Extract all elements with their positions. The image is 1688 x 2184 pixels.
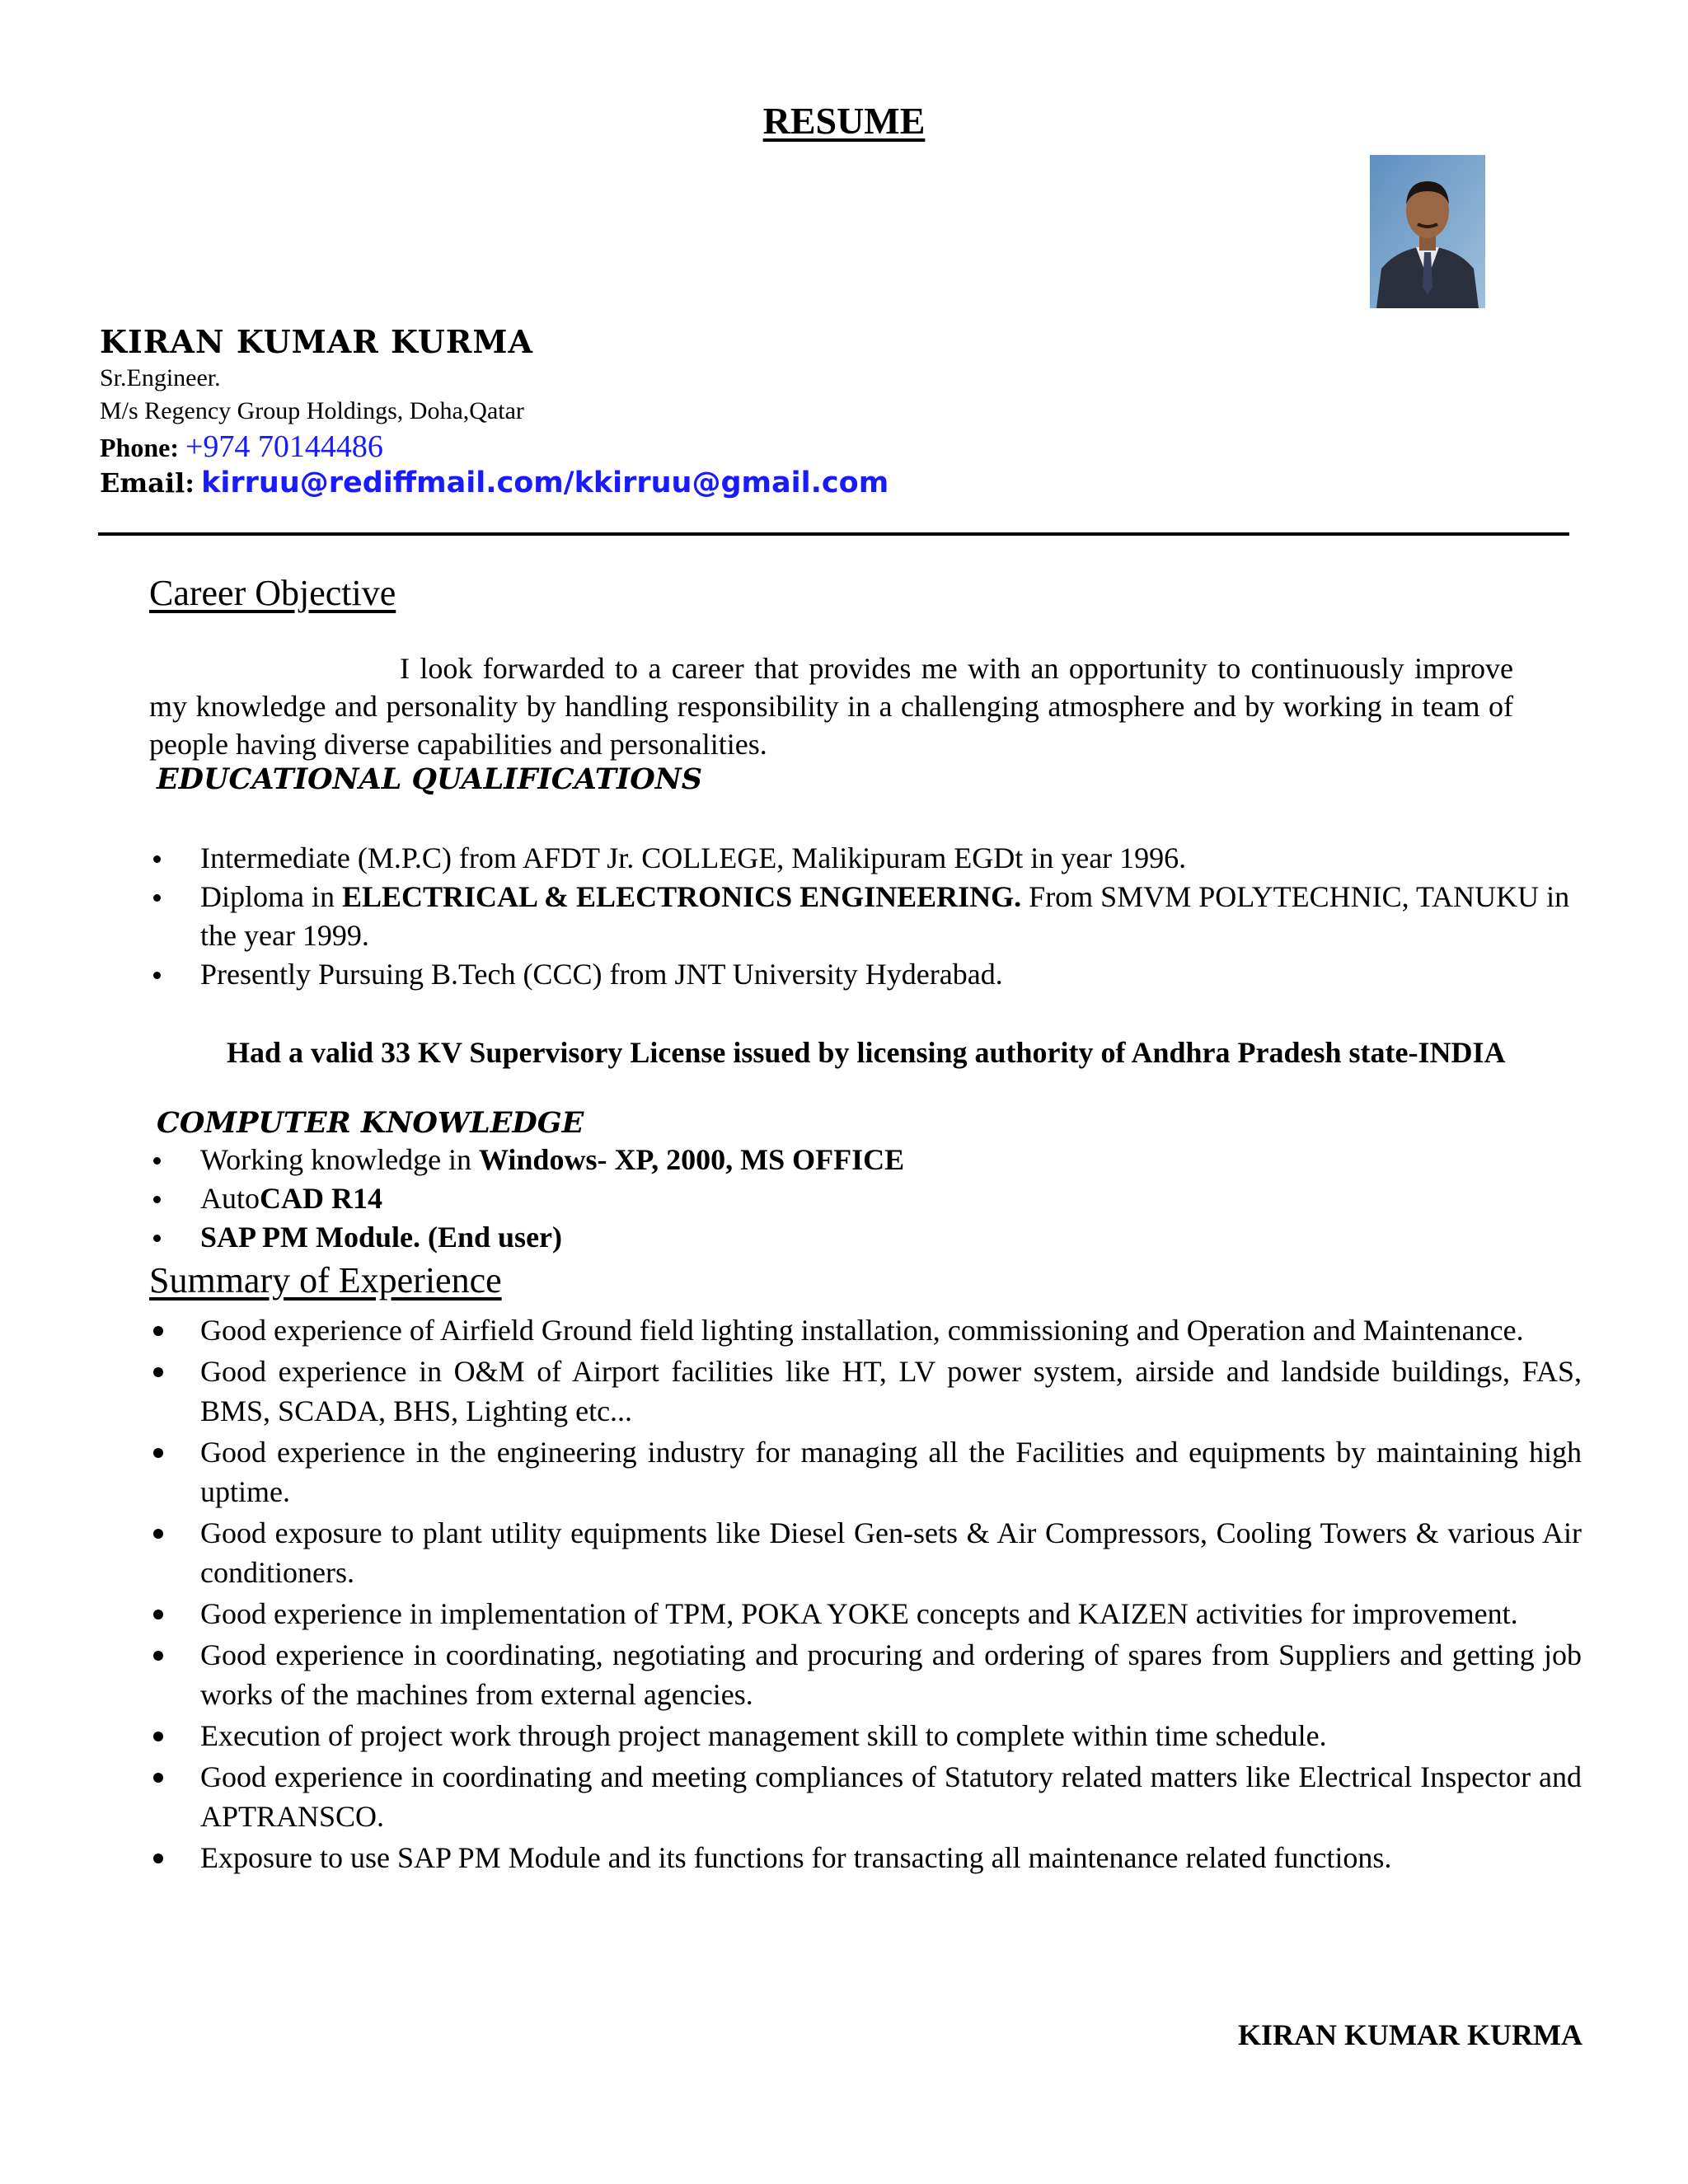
list-item [149, 839, 1571, 878]
list-item [149, 955, 1571, 994]
email-address[interactable]: kirruu@rediffmail.com/kkirruu@gmail.com [201, 466, 889, 499]
education-item-bold: ELECTRICAL & ELECTRONICS ENGINEERING. [341, 880, 1022, 913]
computer-item-pre: Auto [200, 1182, 260, 1215]
document-title: RESUME [762, 100, 926, 142]
computer-knowledge-heading: COMPUTER KNOWLEDGE [157, 1106, 584, 1140]
candidate-name: KIRAN KUMAR KURMA [100, 323, 533, 360]
list-item: Good experience in coordinating and meeting compliances of Statutory related matters like Electrical Inspector and APTRANSCO. [149, 1757, 1582, 1836]
list-item: Good exposure to plant utility equipments like Diesel Gen-sets & Air Compressors, Cooling Towers & various Air conditioners. [149, 1513, 1582, 1592]
list-item: Good experience of Airfield Ground field lighting installation, commissioning and Operation and Maintenance. [149, 1310, 1582, 1350]
list-item: Execution of project work through project management skill to complete within time schedule. [149, 1716, 1582, 1755]
computer-item-bold: SAP PM Module. (End user) [200, 1221, 563, 1254]
education-list [149, 839, 1571, 994]
job-title: Sr.Engineer. [100, 364, 221, 391]
list-item: Good experience in O&M of Airport facilities like HT, LV power system, airside and landside buildings, FAS, BMS, SCADA, BHS, Lighting etc... [149, 1352, 1582, 1431]
list-item: Good experience in coordinating, negotiating and procuring and ordering of spares from Suppliers and getting job works of the machines from external agencies. [149, 1635, 1582, 1714]
list-item [149, 1141, 1571, 1179]
computer-item-bold: Windows- XP, 2000, MS OFFICE [479, 1143, 905, 1176]
portrait-image [1370, 155, 1485, 308]
phone-number[interactable]: +974 70144486 [185, 429, 383, 464]
list-item [149, 1218, 1571, 1257]
license-note: Had a valid 33 KV Supervisory License issued by licensing authority of Andhra Pradesh state-INDIA [227, 1036, 1506, 1069]
experience-list [149, 1310, 1582, 1879]
list-item: Good experience in implementation of TPM, POKA YOKE concepts and KAIZEN activities for improvement. [149, 1594, 1582, 1633]
computer-item-bold: CAD R14 [260, 1182, 382, 1215]
education-item: Presently Pursuing B.Tech (CCC) from JNT University Hyderabad. [200, 958, 1003, 991]
education-heading: EDUCATIONAL QUALIFICATIONS [157, 762, 703, 796]
list-item: Exposure to use SAP PM Module and its functions for transacting all maintenance related functions. [149, 1838, 1582, 1877]
phone-row [100, 429, 383, 465]
list-item [149, 1179, 1571, 1218]
experience-heading: Summary of Experience [149, 1260, 502, 1301]
computer-knowledge-list [149, 1141, 1571, 1257]
header-divider [98, 532, 1569, 536]
education-item: Intermediate (M.P.C) from AFDT Jr. COLLEGE, Malikipuram EGDt in year 1996. [200, 841, 1187, 874]
education-item-pre: Diploma in [200, 880, 342, 913]
profile-photo [1370, 155, 1485, 308]
signature-name: KIRAN KUMAR KURMA [1238, 2018, 1582, 2051]
computer-item-pre: Working knowledge in [200, 1143, 480, 1176]
education-item-post: From SMVM POLYTECHNIC, TANUKU in the year 1999. [200, 880, 1570, 952]
phone-label: Phone: [100, 433, 179, 462]
career-objective-text: I look forwarded to a career that provides me with an opportunity to continuously improve my knowledge and personality by handling responsibility in a challenging atmosphere and by working in team of people having diverse capabilities and personalities. [149, 652, 1513, 761]
list-item [149, 878, 1571, 955]
company-name: M/s Regency Group Holdings, Doha,Qatar [100, 397, 524, 424]
email-label: Email: [100, 467, 195, 499]
list-item: Good experience in the engineering industry for managing all the Facilities and equipments by maintaining high uptime. [149, 1432, 1582, 1511]
career-objective-heading: Career Objective [149, 573, 396, 613]
email-row [100, 466, 889, 499]
